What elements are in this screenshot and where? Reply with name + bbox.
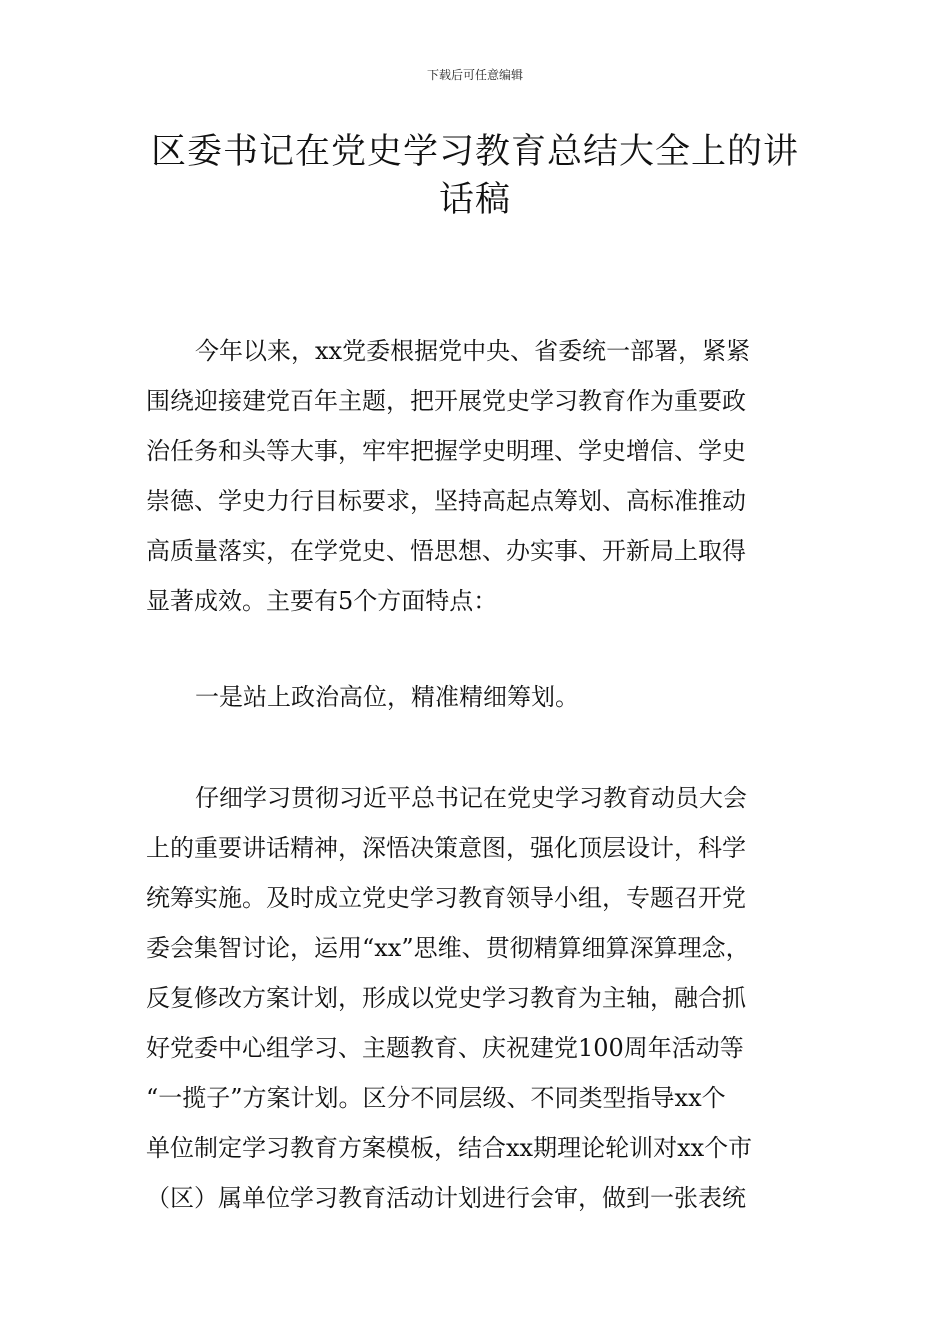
paragraph-line: 围绕迎接建党百年主题，把开展党史学习教育作为重要政 [146, 387, 746, 415]
paragraph-line: 显著成效。主要有5个方面特点： [146, 587, 498, 615]
section-heading-line: 一是站上政治高位，精准精细筹划。 [195, 683, 579, 711]
paragraph-line: 上的重要讲话精神，深悟决策意图，强化顶层设计，科学 [146, 834, 746, 862]
paragraph-line: 治任务和头等大事，牢牢把握学史明理、学史增信、学史 [146, 437, 746, 465]
paragraph-line: 单位制定学习教育方案模板，结合xx期理论轮训对xx个市 [146, 1134, 753, 1162]
title-line-2: 话稿 [438, 180, 511, 220]
paragraph-line: “一揽子”方案计划。区分不同层级、不同类型指导xx个 [146, 1084, 726, 1112]
paragraph-line: 好党委中心组学习、主题教育、庆祝建党100周年活动等 [146, 1034, 744, 1062]
paragraph-line: 统筹实施。及时成立党史学习教育领导小组，专题召开党 [146, 884, 746, 912]
document-title [130, 128, 820, 224]
header-note: 下载后可任意编辑 [426, 68, 523, 82]
paragraph-line: 高质量落实，在学党史、悟思想、办实事、开新局上取得 [146, 537, 746, 565]
paragraph-intro [146, 326, 810, 626]
paragraph-line: 反复修改方案计划，形成以党史学习教育为主轴，融合抓 [146, 984, 746, 1012]
paragraph-line: 委会集智讨论，运用“xx”思维、贯彻精算细算深算理念， [146, 934, 750, 962]
paragraph-line: 仔细学习贯彻习近平总书记在党史学习教育动员大会 [195, 784, 747, 812]
paragraph-line: 今年以来，xx党委根据党中央、省委统一部署，紧紧 [195, 337, 751, 365]
section-heading-1 [146, 672, 810, 722]
title-line-1: 区委书记在党史学习教育总结大全上的讲 [150, 132, 799, 172]
paragraph-line: （区）属单位学习教育活动计划进行会审，做到一张表统 [146, 1184, 746, 1212]
paragraph-section-1 [146, 773, 810, 1223]
paragraph-line: 崇德、学史力行目标要求，坚持高起点筹划、高标准推动 [146, 487, 746, 515]
